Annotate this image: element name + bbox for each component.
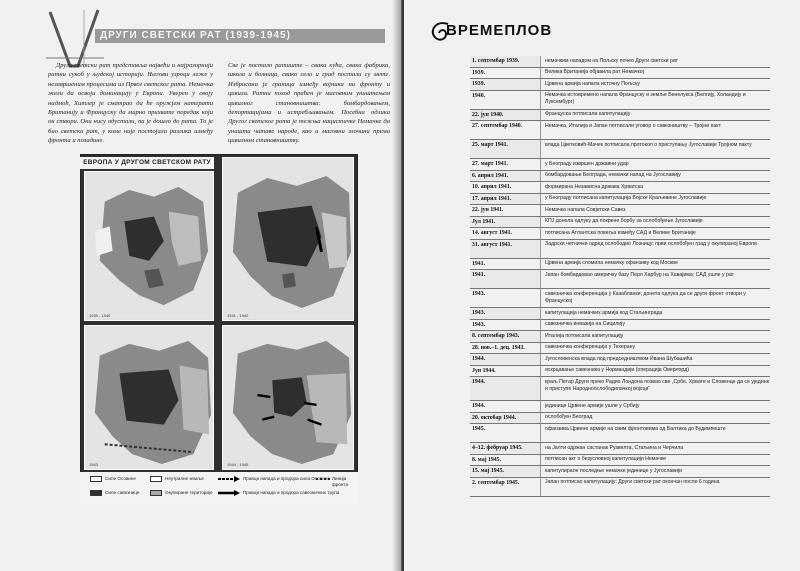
timeline-event: Црвена армија напала источну Пољску — [540, 79, 770, 90]
timeline-row — [470, 79, 770, 91]
europe-map-4-icon — [223, 326, 353, 469]
timeline-date: 8. септембар 1943. — [470, 331, 540, 342]
timeline-date: 1941. — [472, 260, 486, 267]
intro-paragraph-1: Други светски рат представља највећи и најразорнији ратни сукоб у људској историји. Његови узроци леже у незавршеним процесима из Првог светског рата. Немачка жели да освоји доминацију у Европи. Уверен у своју надмоћ, Хитлер је сматрао да ће оружјем натерати Британију и Француску да мирно прихвате поредак који он створи. Они нису одустали, па је дошло до рата. То је био светски рат, у коме није постојала разлика између фронта и позадине. — [48, 62, 213, 145]
timeline-event: Немачка, Италија и Јапан потписали уговор о савезништву – Тројни пакт — [540, 121, 770, 139]
map-3-caption: 1943 — [89, 462, 98, 467]
timeline-row — [470, 91, 770, 110]
timeline-event: јединице Црвене армије ушле у Србију — [540, 401, 770, 412]
legend-neutral-label: Неутралне земље — [165, 476, 204, 481]
timeline-row — [470, 159, 770, 171]
timeline-date: 1939. — [470, 79, 540, 90]
timeline-row — [470, 228, 770, 240]
timeline-event: Црвена армија сломила немачку офанзиву код Москве — [540, 259, 770, 270]
timeline-row — [470, 320, 770, 332]
timeline-date: 1944. — [470, 377, 540, 400]
timeline-row — [470, 171, 770, 183]
timeline-date: 1. септембар 1939. — [470, 56, 540, 67]
timeline-row — [470, 424, 770, 443]
timeline-event: у Београду потписана капитулација Војске Краљевине Југославије — [540, 194, 770, 205]
europe-map-2-icon — [223, 158, 353, 320]
timeline-row — [470, 478, 770, 497]
map-2-caption: 1941 - 1942 — [227, 313, 249, 318]
timeline-date: 28. нов.–1. дец. 1943. — [472, 344, 525, 351]
timeline-row — [470, 56, 770, 68]
map-4-caption: 1944 - 1945 — [227, 462, 249, 467]
timeline-event: у Београду извршен државни удар — [540, 159, 770, 170]
timeline-row — [470, 366, 770, 378]
timeline-event: бомбардовање Београда, немачки напад на Југославију — [540, 171, 770, 182]
timeline-row — [470, 377, 770, 401]
timeline-date: 1940. — [472, 92, 486, 99]
timeline-date: 1944. — [470, 354, 540, 365]
timeline-event: влада Цветковић-Мачек потписала протокол о приступању Југославије Тројном пакту — [540, 140, 770, 158]
chapter-title: ДРУГИ СВЕТСКИ РАТ (1939-1945) — [100, 30, 291, 41]
map-1941-1942 — [222, 157, 354, 321]
timeline-event: савезничка инвазија на Сицилију — [540, 320, 770, 331]
timeline-event: Југословенска влада под председништвом Ивана Шубашића — [540, 354, 770, 365]
timeline-event: немачким нападом на Пољску почео Други светски рат — [540, 56, 770, 67]
timeline-event: Задрски четнички одред ослободио Лозницу; први ослобођен град у окупираној Европи — [540, 240, 770, 258]
europe-map-1-icon — [85, 172, 213, 320]
legend-swatch-neutral — [150, 476, 162, 482]
timeline-event: КПЈ донела одлуку да покрене борбу за ослобођење Југославије — [540, 217, 770, 228]
timeline-row — [470, 343, 770, 355]
timeline-row — [470, 68, 770, 80]
timeline-event: капитулација немачких армија код Стаљинграда — [540, 308, 770, 319]
timeline-event: Немачка напала Совјетски Савез — [540, 205, 770, 216]
timeline-event: Италија потписала капитулацију — [540, 331, 770, 342]
timeline-event: на Јалти одржан састанак Рузвелта, Стаљина и Черчила — [540, 443, 770, 454]
timeline-row — [470, 413, 770, 425]
timeline-date: 27. март 1941. — [472, 161, 508, 167]
timeline-table — [470, 56, 770, 497]
legend-axis-arrow-label: Правци напада и продора сила Осовине — [243, 476, 330, 481]
intro-paragraph-2: Све је постало ратиште – свака кућа, свака фабрика, школа и болница, свако село и град постали су мете. Избрисана је граница између војника на фронту и цивила. Ратни поход праћен је масовним уништењем цивилног становништва: бомбардовањем, депортацијама и истребљивањем. Посебна одлика Другог светског рата је тежња нацистичке Немачке да уништи читаве народе, као и масовни злочини према цивилном становништву. — [228, 62, 390, 145]
intro-text-column-1 — [48, 61, 213, 146]
timeline-date: 10. април 1941. — [472, 184, 512, 190]
timeline-event: Јапан потписао капитулацију; Други светски рат окончан после 6 година — [540, 478, 770, 496]
timeline-row — [470, 331, 770, 343]
timeline-event: савезничка конференција у Техерану — [540, 343, 770, 354]
allied-arrow-icon — [218, 490, 240, 496]
timeline-row — [470, 443, 770, 455]
timeline-event: офанзива Црвене армије на свим фронтовима од Балтика до Будимпеште — [540, 424, 770, 442]
timeline-row — [470, 140, 770, 159]
timeline-row — [470, 455, 770, 467]
timeline-date: 1941. — [470, 270, 540, 288]
timeline-row — [470, 466, 770, 478]
timeline-date: 1943. — [472, 291, 486, 297]
legend-swatch-axis — [90, 476, 102, 482]
front-line-icon — [316, 476, 330, 482]
timeline-row — [470, 205, 770, 217]
timeline-row — [470, 217, 770, 229]
timeline-date: Јун 1944. — [472, 367, 496, 374]
timeline-event: потписана Атлантска повеља између САД и Велике Британије — [540, 228, 770, 239]
timeline-row — [470, 240, 770, 259]
timeline-event: Немачка истовремено напала Француску и земље Бенелукса (Белгију, Холандију и Луксембург) — [540, 91, 770, 109]
timeline-date: 1945. — [472, 426, 486, 432]
map-1939-1940 — [84, 171, 214, 321]
timeline-date: 22. јун 1941. — [472, 207, 504, 213]
timeline-date: Јул 1941. — [470, 217, 540, 228]
map-1944-1945 — [222, 325, 354, 470]
timeline-title: ВРЕМЕПЛОВ — [446, 22, 553, 39]
timeline-event: Велика Британија објавила рат Немачкој — [540, 68, 770, 79]
legend-allied-arrow-label: Правци напада и продора савезничких трупа — [243, 490, 340, 495]
timeline-row — [470, 121, 770, 140]
timeline-date: 1943. — [472, 321, 486, 328]
timeline-event: Француска потписала капитулацију — [540, 110, 770, 121]
timeline-date: 20. октобар 1944. — [470, 413, 540, 424]
timeline-row — [470, 289, 770, 308]
timeline-date: 8. мај 1945. — [472, 456, 502, 463]
timeline-row — [470, 401, 770, 413]
timeline-date: 22. јун 1940. — [470, 110, 540, 121]
timeline-date: 6. април 1941. — [470, 171, 540, 182]
timeline-event: потписан акт о безусловној капитулацији Немачке — [540, 455, 770, 466]
legend-allies-label: Силе савезнице — [105, 490, 140, 495]
timeline-row — [470, 110, 770, 122]
timeline-date: 15. мај 1945. — [470, 466, 540, 477]
timeline-event: формирана Независна држава Хрватска — [540, 182, 770, 193]
timeline-event: савезничка конференција у Казабланки; донета одлука да се други фронт отвори у Француској — [540, 289, 770, 307]
map-panel-title: ЕВРОПА У ДРУГОМ СВЕТСКОМ РАТУ — [80, 157, 214, 169]
timeline-event: ослобођен Београд — [540, 413, 770, 424]
timeline-date: 4–12. фебруар 1945. — [470, 443, 540, 454]
axis-arrow-icon — [218, 476, 240, 482]
legend-occupied-label: Окупиране територије — [165, 490, 213, 495]
timeline-date: 31. август 1941. — [470, 240, 540, 258]
timeline-row — [470, 270, 770, 289]
timeline-event: краљ Петар Други преко Радио Лондона позвао све „Србе, Хрвате и Словенце да се уједине и приступе Народноослободилачкој војсци“ — [540, 377, 770, 400]
intro-text-column-2 — [228, 61, 390, 146]
legend-swatch-allies — [90, 490, 102, 496]
timeline-row — [470, 308, 770, 320]
timeline-date: 1943. — [470, 308, 540, 319]
europe-map-3-icon — [85, 326, 213, 469]
timeline-date: 2. септембар 1945. — [472, 479, 520, 486]
timeline-date: 1939. — [472, 69, 486, 76]
legend-front-label: Линија фронта — [332, 476, 349, 487]
timeline-event: искрцавање савезника у Нормандији (операција Оверлорд) — [540, 366, 770, 377]
legend-swatch-occupied — [150, 490, 162, 496]
timeline-date: 27. септембар 1940. — [472, 123, 523, 129]
timeline-event: Јапан бомбардовао америчку базу Перл Харбур на Хавајима; САД ушле у рат — [540, 270, 770, 288]
timeline-row — [470, 194, 770, 206]
timeline-date: 1944. — [472, 403, 486, 409]
timeline-date: 25. март 1941. — [470, 140, 540, 158]
timeline-date: 17. април 1941. — [470, 194, 540, 205]
map-1943 — [84, 325, 214, 470]
timeline-date: 14. август 1941. — [472, 230, 512, 236]
timeline-row — [470, 354, 770, 366]
legend-axis-label: Силе Осовине — [105, 476, 136, 481]
map-1-caption: 1939 - 1940 — [89, 313, 111, 318]
map-legend — [80, 472, 358, 504]
timeline-event: капитулирале последње немачке јединице у Југославији — [540, 466, 770, 477]
timeline-row — [470, 182, 770, 194]
timeline-row — [470, 259, 770, 271]
